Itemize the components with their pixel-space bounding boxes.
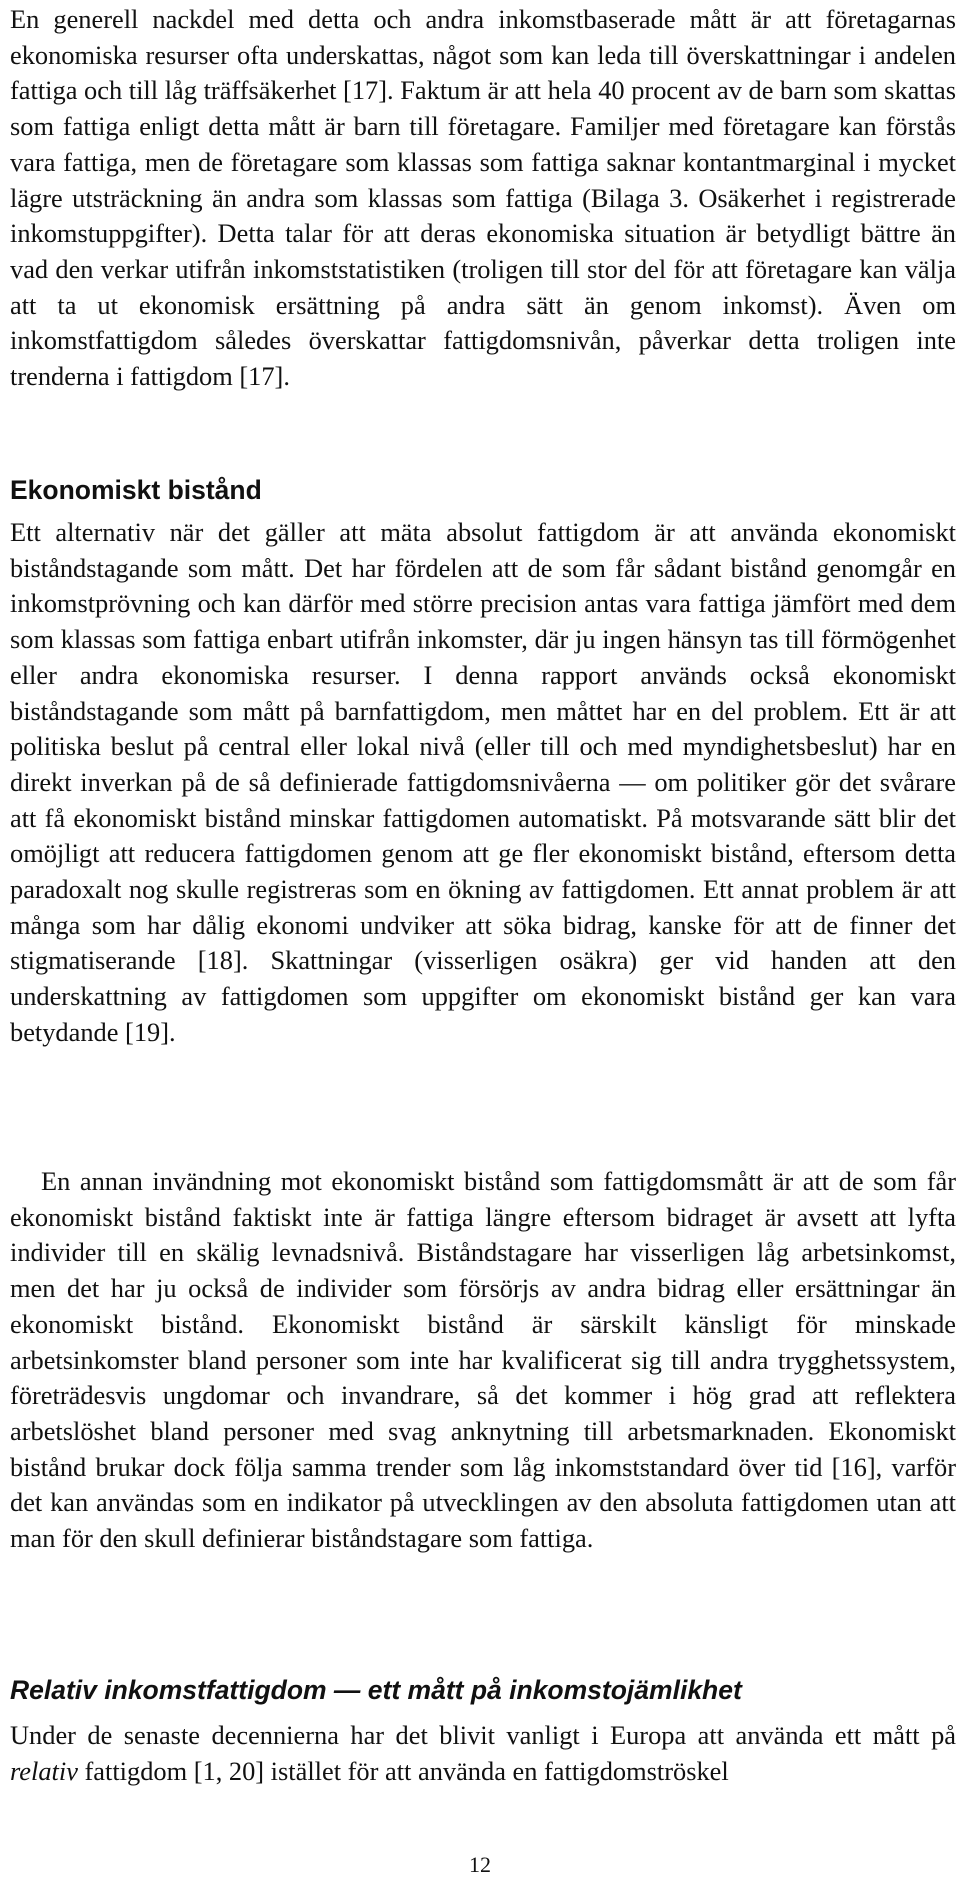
emphasized-word-relativ: relativ xyxy=(10,1755,78,1786)
page-number: 12 xyxy=(469,1852,491,1877)
paragraph-text-start: Under de senaste decennierna har det blivit vanligt i Europa att använda ett mått på xyxy=(10,1720,956,1750)
paragraph-economic-assistance-measure: Ett alternativ när det gäller att mäta absolut fattigdom är att använda ekonomiskt biståndstagande som mått. Det har fördelen att de som får sådant bistånd genomgår en inkomstprövning och kan därför med större precision antas vara fattiga jämfört med dem som klassas som fattiga enbart utifrån inkomster, där ju ingen hänsyn tas till förmögenhet eller andra ekonomiska resurser. I denna rapport används också ekonomiskt biståndstagande som mått på barnfattigdom, men måttet har en del problem. Ett är att politiska beslut på central eller lokal nivå (eller till och med myndighetsbeslut) har en direkt inverkan på de så definierade fattigdomsnivåerna — om politiker gör det svårare att få ekonomiskt bistånd minskar fattigdomen automatiskt. På motsvarande sätt blir det omöjligt att reducera fattigdomen genom att ge fler ekonomiskt bistånd, eftersom detta paradoxalt nog skulle registreras som en ökning av fattigdomen. Ett annat problem är att många som har dålig ekonomi undviker att söka bidrag, kanske för att de finner det stigmatiserande [18]. Skattningar (visserligen osäkra) ger vid handen att den underskattning av fattigdomen som uppgifter om ekonomiskt bistånd ger kan vara betydande [19]. xyxy=(10,517,956,1047)
paragraph-text-end: fattigdom [1, 20] istället för att använda en fattigdomströskel xyxy=(77,1755,729,1786)
paragraph-assistance-objection: En annan invändning mot ekonomiskt bistånd som fattigdomsmått är att de som får ekonomiskt bistånd faktiskt inte är fattiga längre eftersom bidraget är avsett att lyfta individer till en skälig levnadsnivå. Biståndstagare har visserligen låg arbetsinkomst, men det har ju också de individer som försörjs av andra bidrag eller ersättningar än ekonomiskt bistånd. Ekonomiskt bistånd är särskilt känsligt för minskade arbetsinkomster bland personer som inte har kvalificerat sig till andra trygghetssystem, företrädesvis ungdomar och invandrare, så det kommer i hög grad att reflektera arbetslöshet bland personer med svag anknytning till arbetsmarknaden. Ekonomiskt bistånd brukar dock följa samma trender som låg inkomststandard över tid [16], varför det kan användas som en indikator på utvecklingen av den absoluta fattigdomen utan att man för den skull definierar biståndstagare som fattiga. xyxy=(10,1166,956,1554)
paragraph-income-measure-drawbacks: En generell nackdel med detta och andra inkomstbaserade mått är att företagarnas ekonomiska resurser ofta underskattas, något som kan leda till överskattningar i andelen fattiga och till låg träffsäkerhet [17]. Faktum är att hela 40 procent av de barn som skattas som fattiga enligt detta mått är barn till företagare. Familjer med företagare kan förstås vara fattiga, men de företagare som klassas som fattiga saknar kontantmarginal i mycket lägre utsträckning än andra som klassas som fattiga (Bilaga 3. Osäkerhet i registrerade inkomstuppgifter). Detta talar för att deras ekonomiska situation är betydligt bättre än vad den verkar utifrån inkomststatistiken (troligen till stor del för att företagare kan välja att ta ut ekonomisk ersättning på andra sätt än genom inkomst). Även om inkomstfattigdom således överskattar fattigdomsnivån, påverkar detta troligen inte trenderna i fattigdom [17]. xyxy=(10,4,956,392)
paragraph-relative-poverty-intro xyxy=(10,1718,956,1789)
section-heading-economic-assistance: Ekonomiskt bistånd xyxy=(10,475,262,505)
section-heading-relative-income-poverty: Relativ inkomstfattigdom — ett mått på inkomstojämlikhet xyxy=(10,1675,742,1705)
